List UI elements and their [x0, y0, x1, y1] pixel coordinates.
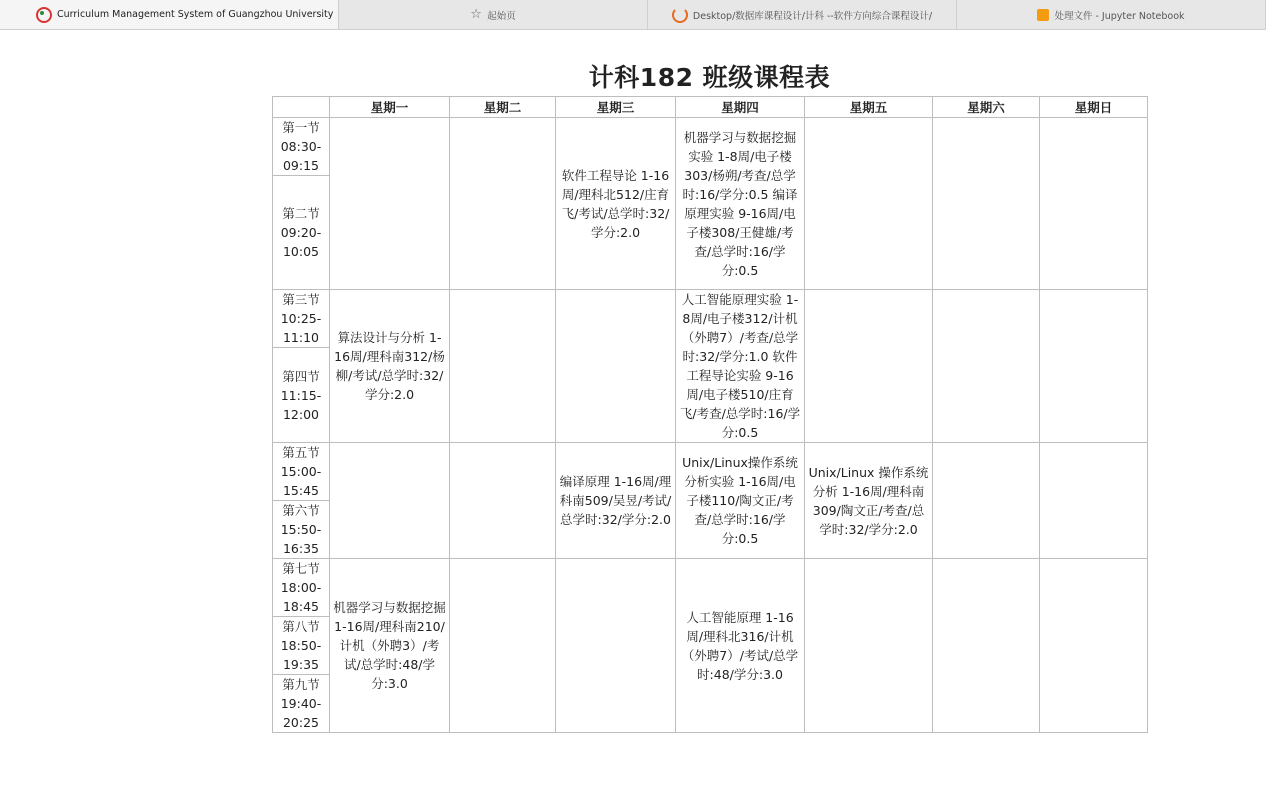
period-cell: 第八节 18:50- 19:35: [273, 617, 330, 675]
table-row: [273, 118, 1148, 176]
period-cell: 第九节 19:40- 20:25: [273, 675, 330, 733]
browser-tab-bar: [0, 0, 1266, 30]
empty-cell: [450, 559, 556, 733]
empty-cell: [556, 559, 676, 733]
period-cell: 第四节 11:15- 12:00: [273, 348, 330, 443]
empty-cell: [805, 559, 933, 733]
star-icon: ☆: [470, 6, 482, 22]
browser-tab-desktop[interactable]: [648, 0, 957, 29]
empty-cell: [1040, 443, 1148, 559]
empty-cell: [450, 290, 556, 443]
course-cell[interactable]: 人工智能原理实验 1-8周/电子楼312/计机（外聘7）/考查/总学时:32/学分:1.0 软件工程导论实验 9-16周/电子楼510/庄育飞/考查/总学时:16/学分:0.5: [676, 290, 805, 443]
tab-label: Desktop/数据库课程设计/计科 --软件方向综合课程设计/: [692, 10, 933, 22]
empty-cell: [933, 290, 1040, 443]
table-row: [273, 443, 1148, 501]
notebook-icon: [1037, 9, 1049, 21]
empty-cell: [933, 559, 1040, 733]
course-cell[interactable]: Unix/Linux 操作系统分析 1-16周/理科南309/陶文正/考查/总学时:32/学分:2.0: [805, 443, 933, 559]
table-row: [273, 290, 1148, 348]
period-cell: 第三节 10:25- 11:10: [273, 290, 330, 348]
empty-cell: [1040, 290, 1148, 443]
empty-cell: [450, 443, 556, 559]
period-cell: 第六节 15:50- 16:35: [273, 501, 330, 559]
header-corner: [273, 97, 330, 118]
header-sunday: 星期日: [1040, 97, 1148, 118]
course-cell[interactable]: 算法设计与分析 1-16周/理科南312/杨柳/考试/总学时:32/学分:2.0: [330, 290, 450, 443]
page-title: 计科182 班级课程表: [588, 63, 831, 92]
tab-label: 处理文件 - Jupyter Notebook: [1054, 10, 1185, 22]
header-saturday: 星期六: [933, 97, 1040, 118]
empty-cell: [805, 290, 933, 443]
empty-cell: [933, 118, 1040, 290]
empty-cell: [933, 443, 1040, 559]
empty-cell: [805, 118, 933, 290]
tab-label: Curriculum Management System of Guangzhou University: [57, 9, 334, 20]
course-cell[interactable]: 机器学习与数据挖掘 1-16周/理科南210/计机（外聘3）/考试/总学时:48/学分:3.0: [330, 559, 450, 733]
empty-cell: [330, 443, 450, 559]
period-cell: 第七节 18:00- 18:45: [273, 559, 330, 617]
browser-tab-start-page[interactable]: [339, 0, 648, 29]
loading-icon: [672, 7, 688, 23]
header-monday: 星期一: [330, 97, 450, 118]
course-cell[interactable]: 人工智能原理 1-16周/理科北316/计机（外聘7）/考试/总学时:48/学分:3.0: [676, 559, 805, 733]
browser-tab-jupyter[interactable]: [957, 0, 1266, 29]
period-cell: 第二节 09:20- 10:05: [273, 176, 330, 290]
university-logo-icon: [36, 7, 52, 23]
course-cell[interactable]: 机器学习与数据挖掘实验 1-8周/电子楼303/杨朔/考查/总学时:16/学分:0.5 编译原理实验 9-16周/电子楼308/王健雄/考查/总学时:16/学分:0.5: [676, 118, 805, 290]
table-row: [273, 559, 1148, 617]
header-wednesday: 星期三: [556, 97, 676, 118]
course-cell[interactable]: 软件工程导论 1-16周/理科北512/庄育飞/考试/总学时:32/学分:2.0: [556, 118, 676, 290]
empty-cell: [556, 290, 676, 443]
header-friday: 星期五: [805, 97, 933, 118]
empty-cell: [1040, 559, 1148, 733]
browser-tab-curriculum[interactable]: [0, 0, 339, 29]
header-thursday: 星期四: [676, 97, 805, 118]
period-cell: 第五节 15:00- 15:45: [273, 443, 330, 501]
empty-cell: [450, 118, 556, 290]
empty-cell: [1040, 118, 1148, 290]
header-tuesday: 星期二: [450, 97, 556, 118]
period-cell: 第一节 08:30- 09:15: [273, 118, 330, 176]
tab-label: 起始页: [487, 10, 516, 22]
course-cell[interactable]: 编译原理 1-16周/理科南509/吴昱/考试/总学时:32/学分:2.0: [556, 443, 676, 559]
course-cell[interactable]: Unix/Linux操作系统分析实验 1-16周/电子楼110/陶文正/考查/总学时:16/学分:0.5: [676, 443, 805, 559]
schedule-table: [272, 96, 1148, 733]
header-row: [273, 97, 1148, 118]
empty-cell: [330, 118, 450, 290]
